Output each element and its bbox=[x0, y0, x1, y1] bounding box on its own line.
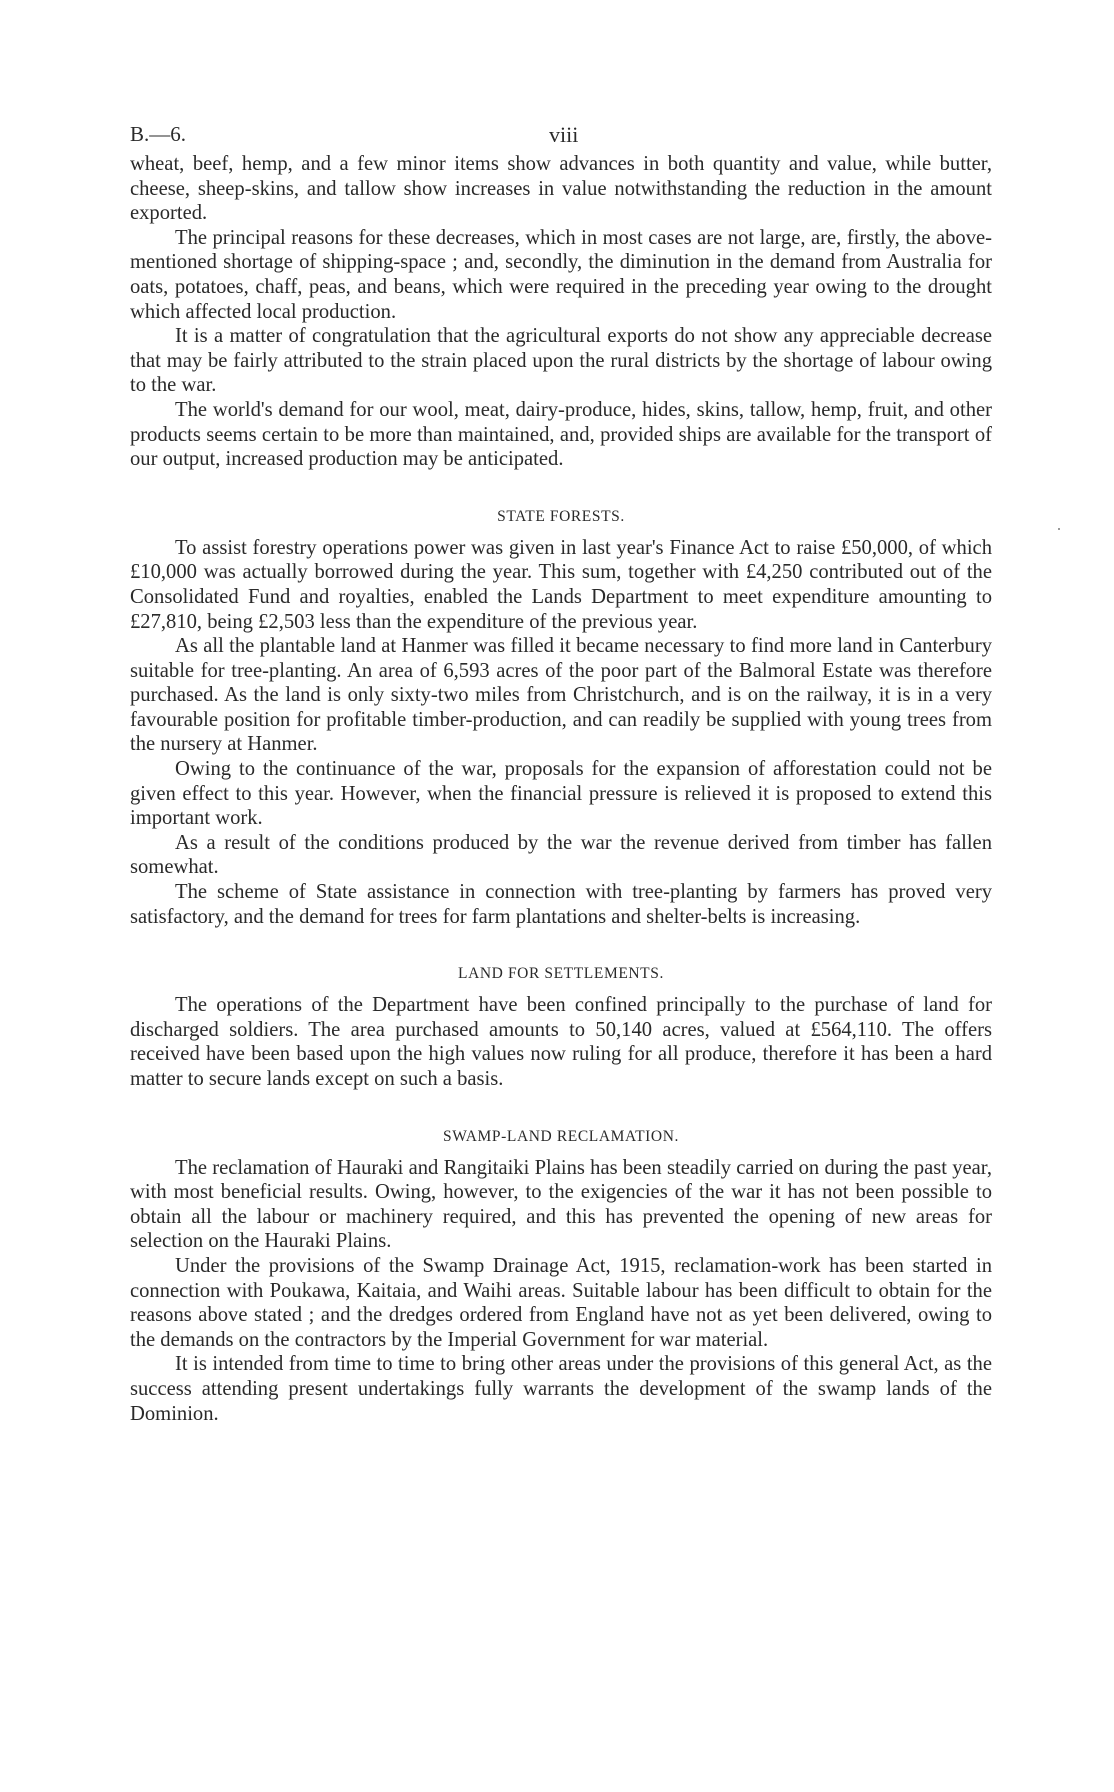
page-number: viii bbox=[549, 122, 579, 147]
intro-paragraph: It is a matter of congratulation that the agricultural exports do not show any appreciable decrease that may be fairly attributed to the strain placed upon the rural districts by the shortage of labour owing to the war. bbox=[130, 325, 992, 397]
state-forests-section bbox=[130, 508, 992, 930]
state-forests-paragraph: Owing to the continuance of the war, proposals for the expansion of afforestation could not be given effect to this year. However, when the financial pressure is relieved it is proposed to extend this important work. bbox=[130, 758, 992, 830]
intro-paragraph: The principal reasons for these decreases, which in most cases are not large, are, firstly, the above-mentioned shortage of shipping-space ; and, secondly, the diminution in the demand from Australia for oats, potatoes, chaff, peas, and beans, which were required in the preceding year owing to the drought which affected local production. bbox=[130, 226, 992, 323]
page-header bbox=[130, 118, 992, 152]
document-page bbox=[130, 118, 992, 1426]
section-heading-swamp-land-reclamation: SWAMP-LAND RECLAMATION. bbox=[443, 1127, 679, 1145]
swamp-land-reclamation-paragraph: Under the provisions of the Swamp Drainage Act, 1915, reclamation-work has been started in connection with Poukawa, Kaitaia, and Waihi areas. Suitable labour has been difficult to obtain for the reasons above stated ; and the dredges ordered from England have not as yet been delivered, owing to the demands on the contractors by the Imperial Government for war material. bbox=[130, 1254, 992, 1351]
state-forests-paragraph: To assist forestry operations power was given in last year's Finance Act to raise £50,000, of which £10,000 was actually borrowed during the year. This sum, together with £4,250 contributed out of the Consolidated Fund and royalties, enabled the Lands Department to meet expenditure amounting to £27,810, being £2,503 less than the expenditure of the previous year. bbox=[130, 536, 992, 633]
state-forests-paragraph: The scheme of State assistance in connection with tree-planting by farmers has proved very satisfactory, and the demand for trees for farm plantations and shelter-belts is increasing. bbox=[130, 881, 992, 928]
swamp-land-reclamation-paragraph: The reclamation of Hauraki and Rangitaiki Plains has been steadily carried on during the past year, with most beneficial results. Owing, however, to the exigencies of the war it has not been possible to obtain all the labour or machinery required, and this has prevented the opening of new areas for selection on the Hauraki Plains. bbox=[130, 1156, 992, 1253]
land-for-settlements-section bbox=[130, 965, 992, 1091]
swamp-land-reclamation-paragraph: It is intended from time to time to bring other areas under the provisions of this general Act, as the success attending present undertakings fully warrants the development of the swamp lands of the Dominion. bbox=[130, 1353, 992, 1425]
intro-paragraph: The world's demand for our wool, meat, dairy-produce, hides, skins, tallow, hemp, fruit, and other products seems certain to be more than maintained, and, provided ships are available for the transport of our output, increased production may be anticipated. bbox=[130, 398, 992, 471]
swamp-land-reclamation-section bbox=[130, 1128, 992, 1427]
intro-section bbox=[130, 152, 992, 472]
section-heading-state-forests: STATE FORESTS. bbox=[497, 507, 625, 525]
land-for-settlements-paragraph: The operations of the Department have been confined principally to the purchase of land for discharged soldiers. The area purchased amounts to 50,140 acres, valued at £564,110. The offers received have been based upon the high values now ruling for all produce, therefore it has been a hard matter to secure lands except on such a basis. bbox=[130, 994, 992, 1090]
document-reference: B.—6. bbox=[130, 122, 187, 146]
state-forests-paragraph: As a result of the conditions produced by the war the revenue derived from timber has fallen somewhat. bbox=[130, 831, 992, 879]
state-forests-paragraph: As all the plantable land at Hanmer was filled it became necessary to find more land in Canterbury suitable for tree-planting. An area of 6,593 acres of the poor part of the Balmoral Estate was therefore purchased. As the land is only sixty-two miles from Christchurch, and is on the railway, it is in a very favourable position for profitable timber-production, and can readily be supplied with young trees from the nursery at Hanmer. bbox=[130, 635, 992, 756]
intro-paragraph-continued: wheat, beef, hemp, and a few minor items show advances in both quantity and value, while butter, cheese, sheep-skins, and tallow show increases in value notwithstanding the reduction in the amount exported. bbox=[130, 153, 992, 225]
section-heading-land-for-settlements: LAND FOR SETTLEMENTS. bbox=[458, 965, 664, 983]
scan-speck bbox=[1058, 528, 1060, 530]
